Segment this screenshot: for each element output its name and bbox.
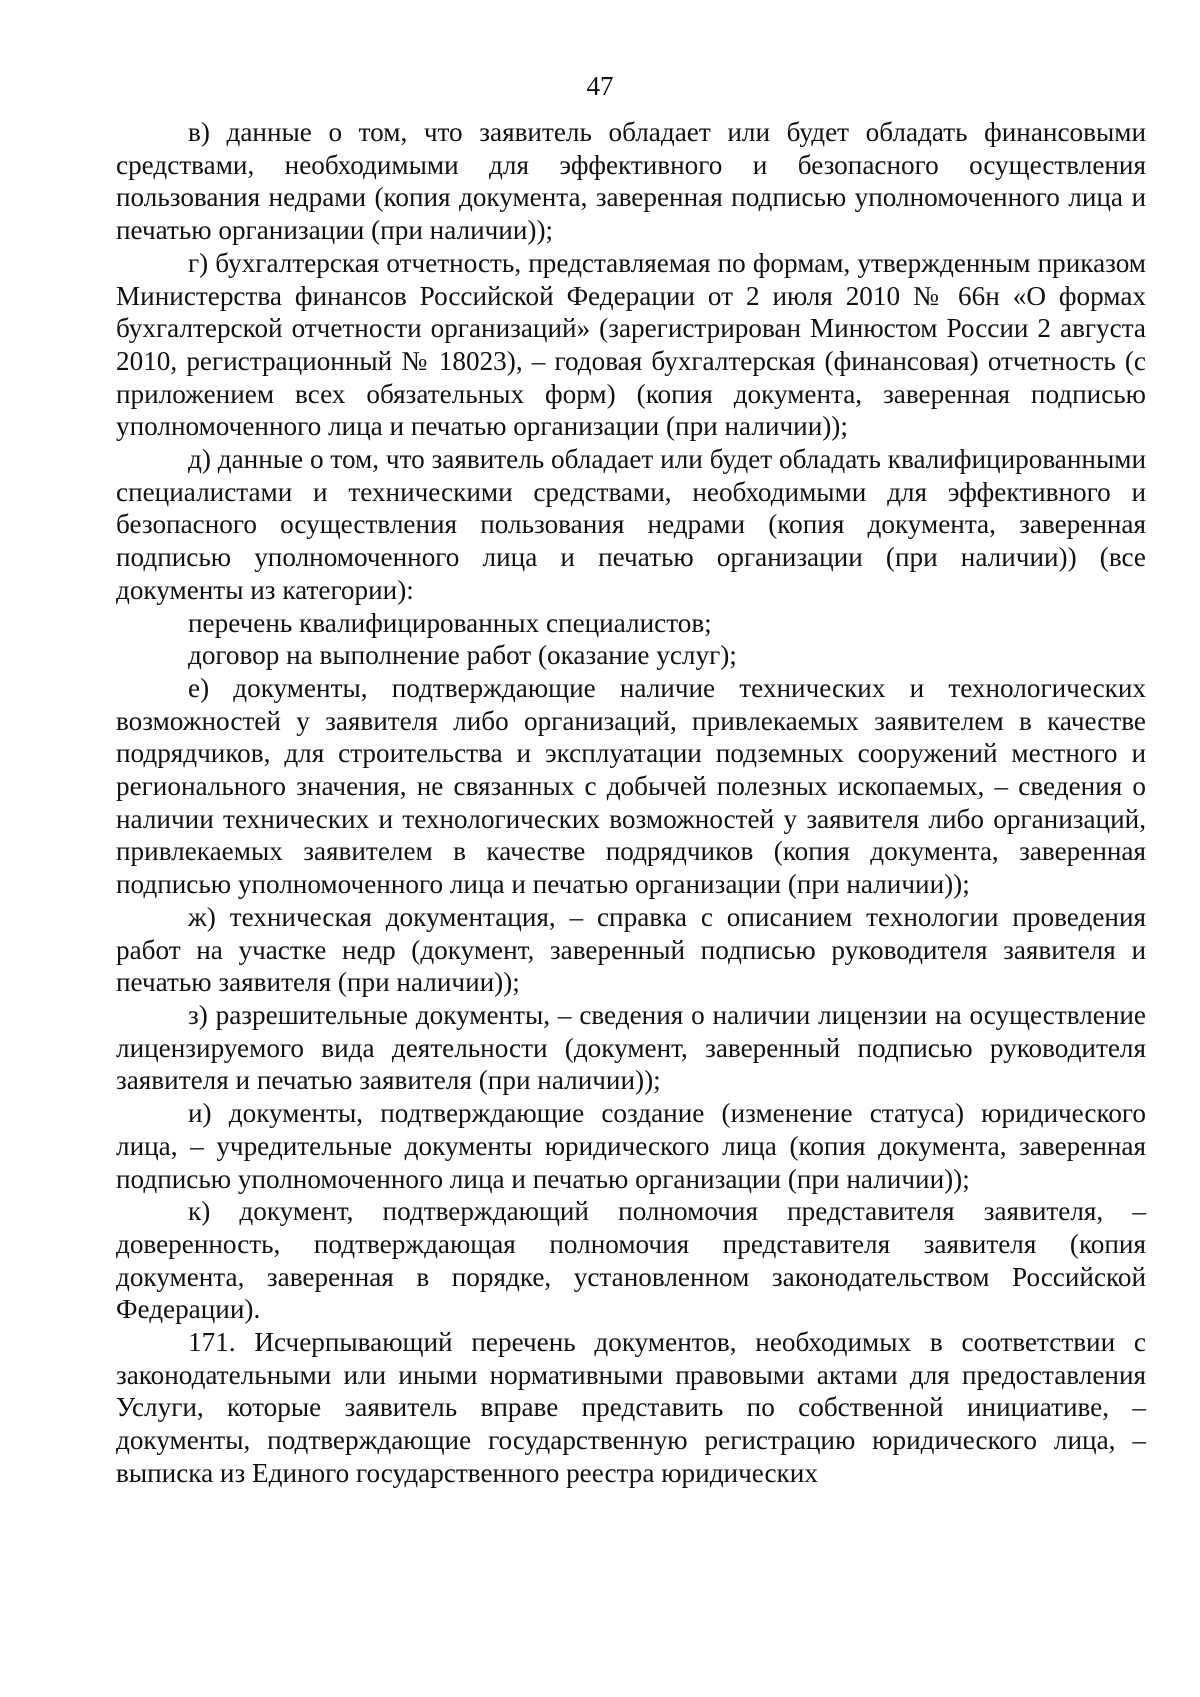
paragraph-171-document-list: 171. Исчерпывающий перечень документов, необходимых в соответствии с законодательными или иными нормативными правовыми актами для предоставления Услуги, которые заявитель вправе представить по собственной инициативе, – документы, подтверждающие государственную регистрацию юридического лица, – выписка из Единого государственного реестра юридических [116,1327,1146,1488]
paragraph-zh-technical-documentation: ж) техническая документация, – справка с описанием технологии проведения работ на участке недр (документ, заверенный подписью руководителя заявителя и печатью заявителя (при наличии)); [116,901,1146,998]
paragraph-v-financial-means: в) данные о том, что заявитель обладает или будет обладать финансовыми средствами, необходимыми для эффективного и безопасного осуществления пользования недрами (копия документа, заверенная подписью уполномоченного лица и печатью организации (при наличии)); [116,117,1146,246]
paragraph-d-qualified-specialists: д) данные о том, что заявитель обладает или будет обладать квалифицированными специалистами и техническими средствами, необходимыми для эффективного и безопасного осуществления пользования недрами (копия документа, заверенная подписью уполномоченного лица и печатью организации (при наличии)) (все документы из категории): [116,444,1146,605]
list-item-service-contract: договор на выполнение работ (оказание услуг); [188,640,737,671]
document-body [116,116,1146,1490]
page-number: 47 [586,71,614,101]
list-item-specialists-list: перечень квалифицированных специалистов; [188,607,712,638]
paragraph-k-power-of-attorney: к) документ, подтверждающий полномочия представителя заявителя, – доверенность, подтверждающая полномочия представителя заявителя (копия документа, заверенная в порядке, установленном законодательством Российской Федерации). [116,1196,1146,1325]
paragraph-i-legal-entity-documents: и) документы, подтверждающие создание (изменение статуса) юридического лица, – учредительные документы юридического лица (копия документа, заверенная подписью уполномоченного лица и печатью организации (при наличии)); [116,1098,1146,1194]
paragraph-e-technical-capabilities: е) документы, подтверждающие наличие технических и технологических возможностей у заявителя либо организаций, привлекаемых заявителем в качестве подрядчиков, для строительства и эксплуатации подземных сооружений местного и регионального значения, не связанных с добычей полезных ископаемых, – сведения о наличии технических и технологических возможностей у заявителя либо организаций, привлекаемых заявителем в качестве подрядчиков (копия документа, заверенная подписью уполномоченного лица и печатью организации (при наличии)); [116,672,1146,900]
paragraph-g-accounting-statements: г) бухгалтерская отчетность, представляемая по формам, утвержденным приказом Министерства финансов Российской Федерации от 2 июля 2010 № 66н «О формах бухгалтерской отчетности организаций» (зарегистрирован Минюстом России 2 августа 2010, регистрационный № 18023), – годовая бухгалтерская (финансовая) отчетность (с приложением всех обязательных форм) (копия документа, заверенная подписью уполномоченного лица и печатью организации (при наличии)); [116,247,1146,442]
paragraph-z-permits: з) разрешительные документы, – сведения о наличии лицензии на осуществление лицензируемого вида деятельности (документ, заверенный подписью руководителя заявителя и печатью заявителя (при наличии)); [116,999,1146,1096]
